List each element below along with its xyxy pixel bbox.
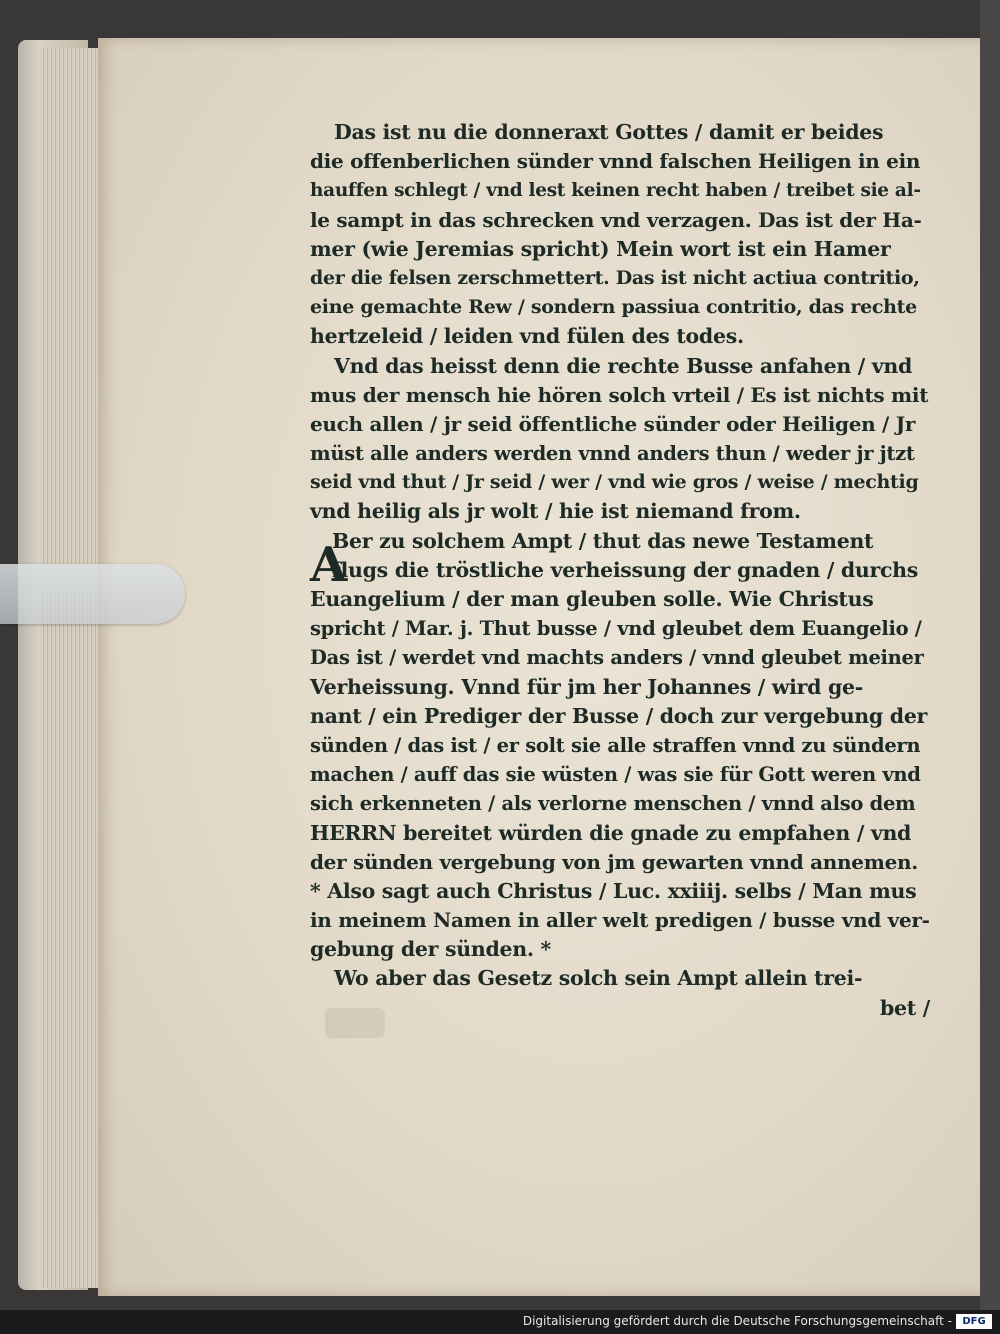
text-line: sich erkenneten / als verlorne menschen / vnnd also dem <box>310 792 916 816</box>
text-line: Euangelium / der man gleuben solle. Wie Christus <box>310 587 874 611</box>
text-line: Das ist nu die donneraxt Gottes / damit er beides <box>334 120 884 144</box>
text-line: euch allen / jr seid öffentliche sünder oder Heiligen / Jr <box>310 411 916 436</box>
page-text <box>310 118 930 1023</box>
text-line: müst alle anders werden vnnd anders thun / weder jr jtzt <box>310 442 915 466</box>
text-line: le sampt in das schrecken vnd verzagen. Das ist der Ha- <box>310 207 922 232</box>
text-line: spricht / Mar. j. Thut busse / vnd gleubet dem Euangelio / <box>310 617 922 641</box>
text-line: Ber zu solchem Ampt / thut das newe Testament <box>332 528 874 553</box>
text-line: * Also sagt auch Christus / Luc. xxiiij. selbs / Man mus <box>310 878 917 903</box>
text-line: in meinem Namen in aller welt predigen / busse vnd ver- <box>310 908 930 933</box>
text-line: gebung der sünden. * <box>310 937 551 962</box>
text-line: mus der mensch hie hören solch vrteil / Es ist nichts mit <box>310 382 929 407</box>
text-line: hauffen schlegt / vnd lest keinen recht haben / treibet sie al- <box>310 180 921 202</box>
dfg-logo-badge: DFG <box>956 1314 992 1329</box>
footer-bar <box>0 1310 1000 1334</box>
text-line: hertzeleid / leiden vnd fülen des todes. <box>310 324 744 349</box>
page-holder-clip <box>0 564 185 624</box>
text-line: nant / ein Prediger der Busse / doch zur vergebung der <box>310 703 928 728</box>
text-line: der sünden vergebung von jm gewarten vnnd annemen. <box>310 849 918 874</box>
text-line: die offenberlichen sünder vnnd falschen Heiligen in ein <box>310 149 921 174</box>
text-line: sünden / das ist / er solt sie alle straffen vnnd zu sündern <box>310 733 921 757</box>
drop-cap-initial: A <box>310 537 348 593</box>
text-line: Das ist / werdet vnd machts anders / vnnd gleubet meiner <box>310 646 924 670</box>
text-line: Verheissung. Vnnd für jm her Johannes / wird ge- <box>310 674 863 699</box>
scan-right-border <box>980 0 1000 1310</box>
catchword: bet / <box>880 995 930 1020</box>
text-line: Wo aber das Gesetz solch sein Ampt allein trei- <box>334 966 863 991</box>
text-line: machen / auff das sie wüsten / was sie für Gott weren vnd <box>310 763 921 787</box>
text-line: HERRN bereitet würden die gnade zu empfahen / vnd <box>310 820 912 845</box>
funding-credit: Digitalisierung gefördert durch die Deutsche Forschungsgemeinschaft - <box>522 1314 952 1328</box>
text-line: der die felsen zerschmettert. Das ist nicht actiua contritio, <box>310 266 920 289</box>
text-line: Vnd das heisst denn die rechte Busse anfahen / vnd <box>334 353 913 378</box>
text-line: mer (wie Jeremias spricht) Mein wort ist ein Hamer <box>310 236 891 261</box>
text-line: eine gemachte Rew / sondern passiua contritio, das rechte <box>310 296 917 319</box>
text-line: vnd heilig als jr wolt / hie ist niemand from. <box>310 499 801 524</box>
text-line: flugs die tröstliche verheissung der gnaden / durchs <box>332 557 919 582</box>
text-line: seid vnd thut / Jr seid / wer / vnd wie gros / weise / mechtig <box>310 471 919 494</box>
